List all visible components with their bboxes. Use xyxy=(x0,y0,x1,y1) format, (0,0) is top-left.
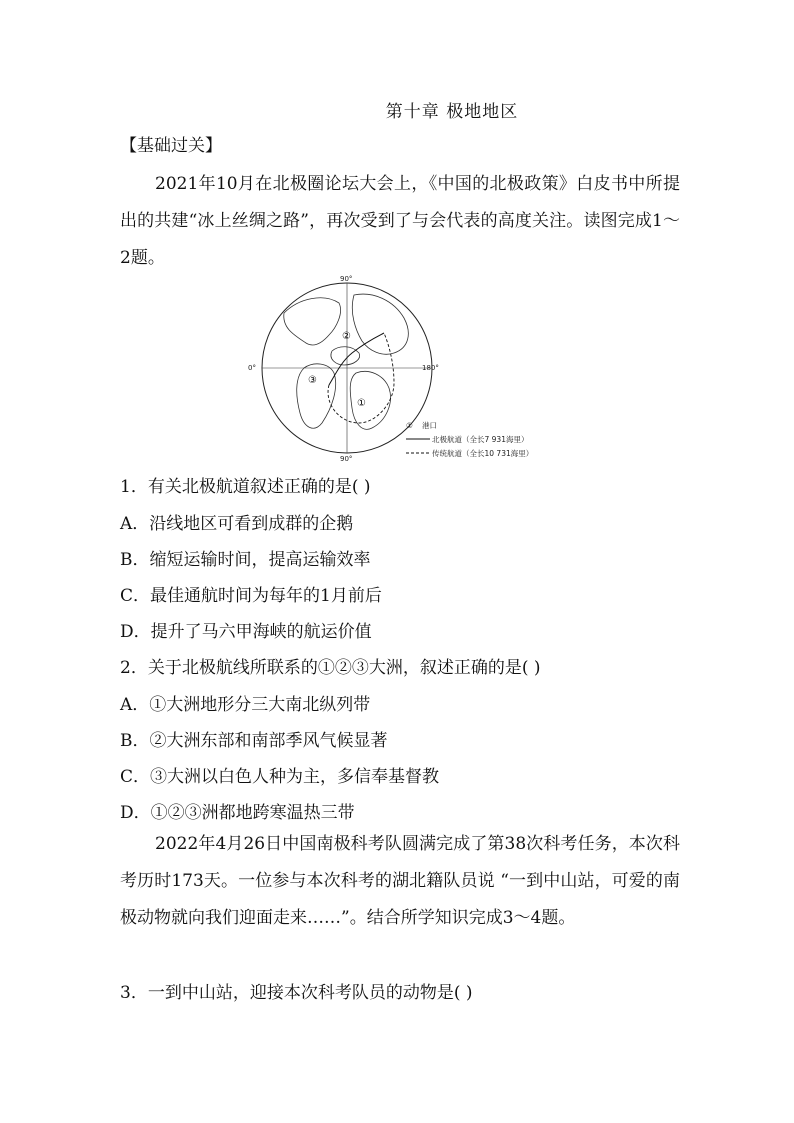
question-3-stem: 3．一到中山站，迎接本次科考队员的动物是( ) xyxy=(120,983,473,1003)
arctic-route-map xyxy=(244,273,564,463)
map-label-right: 180° xyxy=(422,364,439,372)
landmass-east xyxy=(352,294,408,354)
section-label: 【基础过关】 xyxy=(120,136,222,156)
intro-paragraph-1: 2021年10月在北极圈论坛大会上，《中国的北极政策》白皮书中所提出的共建“冰上丝绸之路”，再次受到了与会代表的高度关注。读图完成1～2题。 xyxy=(120,174,680,268)
map-marker-3: ③ xyxy=(308,375,317,386)
question-1-option-b: B．缩短运输时间，提高运输效率 xyxy=(120,550,371,570)
question-2-option-b: B．②大洲东部和南部季风气候显著 xyxy=(120,731,388,751)
intro-paragraph-2: 2022年4月26日中国南极科考队圆满完成了第38次科考任务，本次科考历时173天。一位参与本次科考的湖北籍队员说 “一到中山站，可爱的南极动物就向我们迎面走来……”。结合所学知识完成3～4题。 xyxy=(120,834,680,928)
question-1-stem: 1．有关北极航道叙述正确的是( ) xyxy=(120,477,371,497)
question-2-option-d: D．①②③洲都地跨寒温热三带 xyxy=(120,803,355,823)
chapter-title: 第十章 极地地区 xyxy=(385,102,519,122)
legend-port-symbol: ① xyxy=(406,421,413,430)
map-marker-2: ② xyxy=(342,331,351,342)
legend-port-label: 港口 xyxy=(422,421,437,430)
arctic-route-line xyxy=(329,333,384,385)
map-label-bottom: 90° xyxy=(340,455,353,463)
question-2-option-c: C．③大洲以白色人种为主，多信奉基督教 xyxy=(120,767,440,787)
question-1-option-d: D．提升了马六甲海峡的航运价值 xyxy=(120,622,372,642)
legend-arctic-label: 北极航道（全长7 931海里） xyxy=(432,435,529,444)
question-2-option-a: A．①大洲地形分三大南北纵列带 xyxy=(120,695,371,715)
map-label-left: 0° xyxy=(248,364,256,372)
map-label-top: 90° xyxy=(340,275,353,283)
legend-traditional-label: 传统航道（全长10 731海里） xyxy=(432,449,534,458)
landmass-west xyxy=(297,364,336,428)
question-2-stem: 2．关于北极航线所联系的①②③大洲，叙述正确的是( ) xyxy=(120,658,541,678)
question-1-option-c: C．最佳通航时间为每年的1月前后 xyxy=(120,586,382,606)
arctic-ocean-outline xyxy=(331,347,360,365)
landmass-north xyxy=(284,298,341,345)
question-1-option-a: A．沿线地区可看到成群的企鹅 xyxy=(120,514,354,534)
map-marker-1: ① xyxy=(357,398,366,409)
